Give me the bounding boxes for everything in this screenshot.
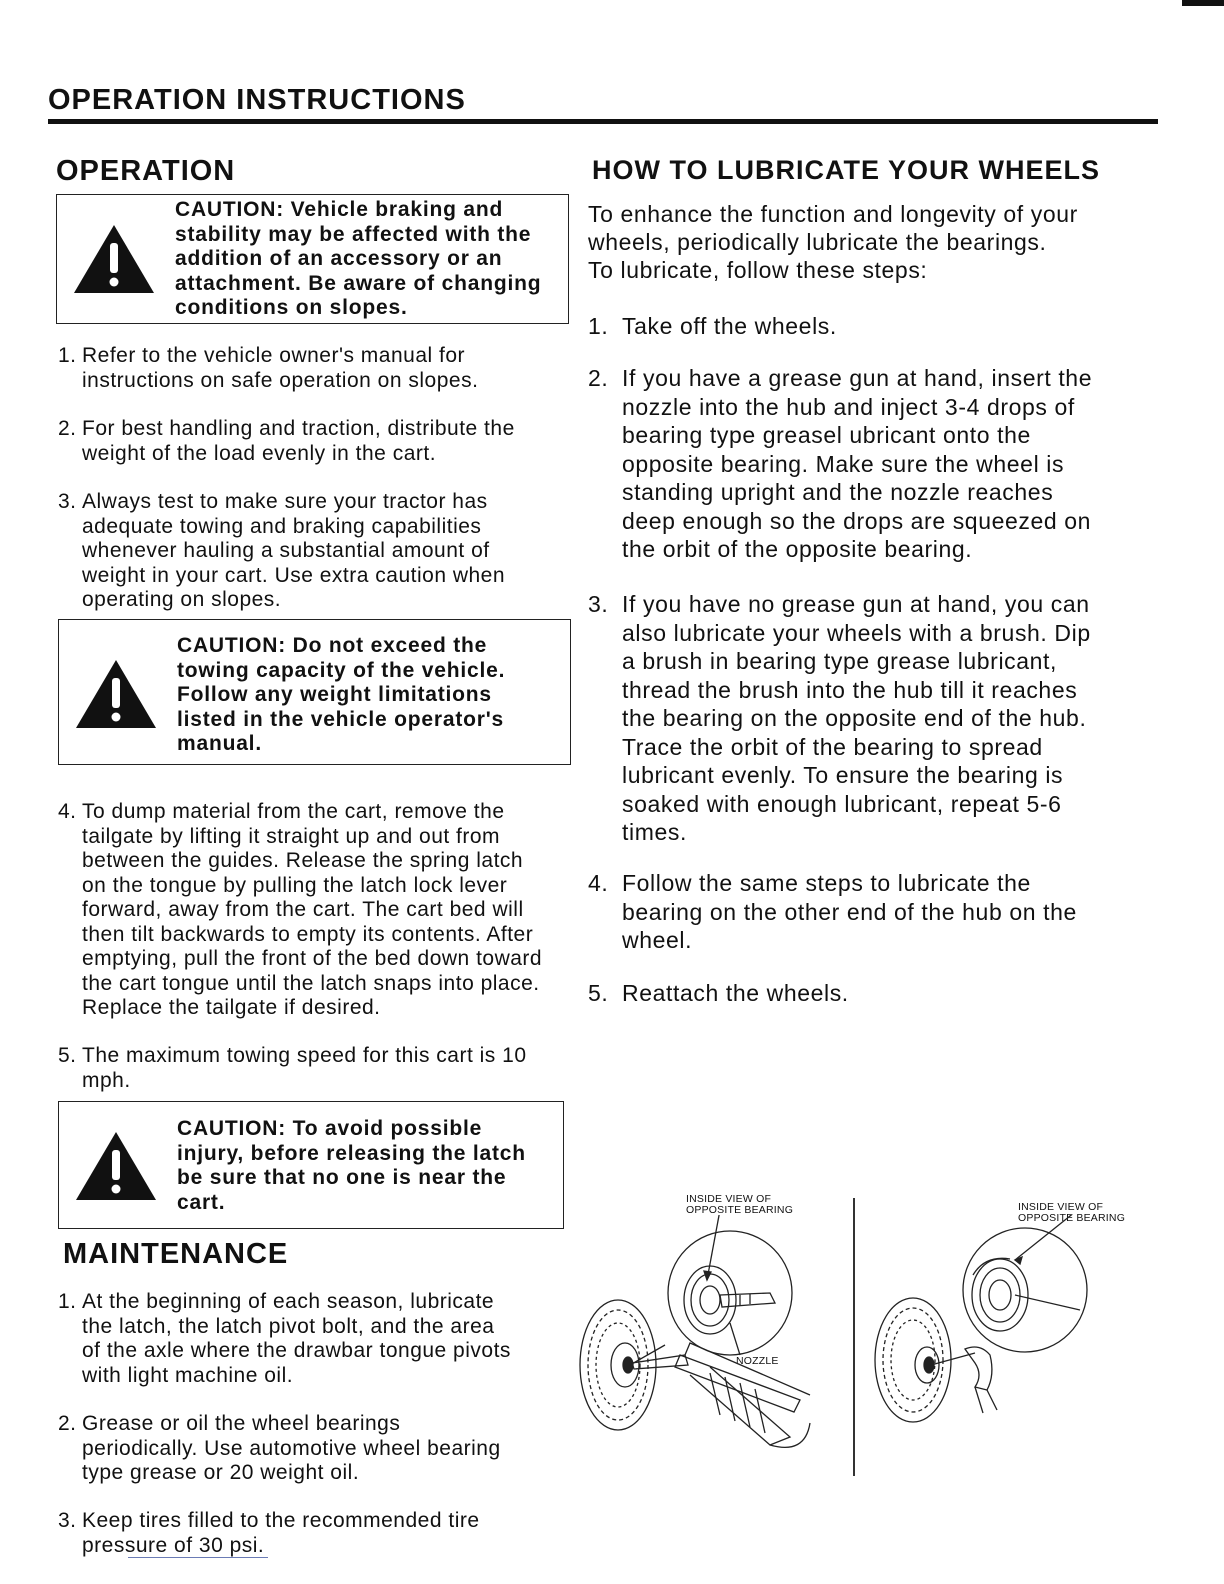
nozzle-label: NOZZLE <box>736 1355 779 1367</box>
warning-icon <box>72 223 156 295</box>
maintenance-heading: MAINTENANCE <box>63 1238 289 1270</box>
step-item: 3. If you have no grease gun at hand, you can also lubricate your wheels with a brush. Dip a brush in bearing type grease lubricant, thread the brush into the hub till it reaches the bearing on the opposite end of the hub. Trace the orbit of the bearing to spread lubricant evenly. To ensure the bearing is soaked with enough lubricant, repeat 5-6 times. <box>588 591 1091 845</box>
list-item: 5. The maximum towing speed for this cart is 10 mph. <box>58 1044 527 1092</box>
lubricate-heading: HOW TO LUBRICATE YOUR WHEELS <box>592 155 1101 185</box>
list-item: 2. For best handling and traction, distribute the weight of the load evenly in the cart. <box>58 417 515 465</box>
brush-wheel-illustration <box>865 1215 1115 1435</box>
operation-heading: OPERATION <box>56 155 236 187</box>
caution-box-1 <box>56 194 569 324</box>
list-item: 3. Always test to make sure your tractor has adequate towing and braking capabilities whenever hauling a substantial amount of weight in your cart. Use extra caution when operating on slopes. <box>58 490 506 611</box>
page-title: OPERATION INSTRUCTIONS <box>48 84 466 116</box>
step-item: 2. If you have a grease gun at hand, insert the nozzle into the hub and inject 3-4 drops of bearing type greasel ubricant onto the opposite bearing. Make sure the wheel is standing upright and the nozzle reaches deep enough so the drops are squeezed on the orbit of the opposite bearing. <box>588 365 1093 562</box>
grease-gun-wheel-illustration <box>570 1215 820 1465</box>
underline-mark <box>128 1557 268 1558</box>
caution-text-2: CAUTION: Do not exceed the towing capacity of the vehicle. Follow any weight limitations listed in the vehicle operator's manual. <box>177 634 506 755</box>
list-item: 3. Keep tires filled to the recommended tire pressure of 30 psi. <box>58 1509 480 1557</box>
figure-label-right: INSIDE VIEW OF OPPOSITE BEARING <box>1018 1201 1126 1224</box>
figure-label-left: INSIDE VIEW OF OPPOSITE BEARING <box>686 1193 794 1216</box>
list-item: 1. Refer to the vehicle owner's manual for instructions on safe operation on slopes. <box>58 344 479 392</box>
caution-box-2 <box>58 619 571 765</box>
lubricate-intro: To enhance the function and longevity of your wheels, periodically lubricate the bearings. To lubricate, follow these steps: <box>588 201 1078 283</box>
step-item: 1. Take off the wheels. <box>588 313 837 339</box>
title-rule <box>48 119 1158 124</box>
caution-box-3 <box>58 1101 564 1229</box>
warning-icon <box>74 1130 158 1202</box>
corner-mark <box>1182 0 1224 6</box>
step-item: 5. Reattach the wheels. <box>588 980 849 1006</box>
step-item: 4. Follow the same steps to lubricate the bearing on the other end of the hub on the wheel. <box>588 870 1077 953</box>
figure-divider <box>853 1198 855 1476</box>
list-item: 4. To dump material from the cart, remove the tailgate by lifting it straight up and out from between the guides. Release the spring latch on the tongue by pulling the latch lock lever forward, away from the cart. The cart bed will then tilt backwards to empty its contents. After emptying, pull the front of the bed down toward the cart tongue until the latch snaps into place. Replace the tailgate if desired. <box>58 800 543 1019</box>
caution-text-1: CAUTION: Vehicle braking and stability may be affected with the addition of an accessory or an attachment. Be aware of changing conditions on slopes. <box>175 198 542 319</box>
list-item: 2. Grease or oil the wheel bearings periodically. Use automotive wheel bearing type grease or 20 weight oil. <box>58 1412 501 1484</box>
warning-icon <box>74 658 158 730</box>
caution-text-3: CAUTION: To avoid possible injury, before releasing the latch be sure that no one is near the cart. <box>177 1117 526 1214</box>
list-item: 1. At the beginning of each season, lubricate the latch, the latch pivot bolt, and the area of the axle where the drawbar tongue pivots with light machine oil. <box>58 1290 511 1387</box>
